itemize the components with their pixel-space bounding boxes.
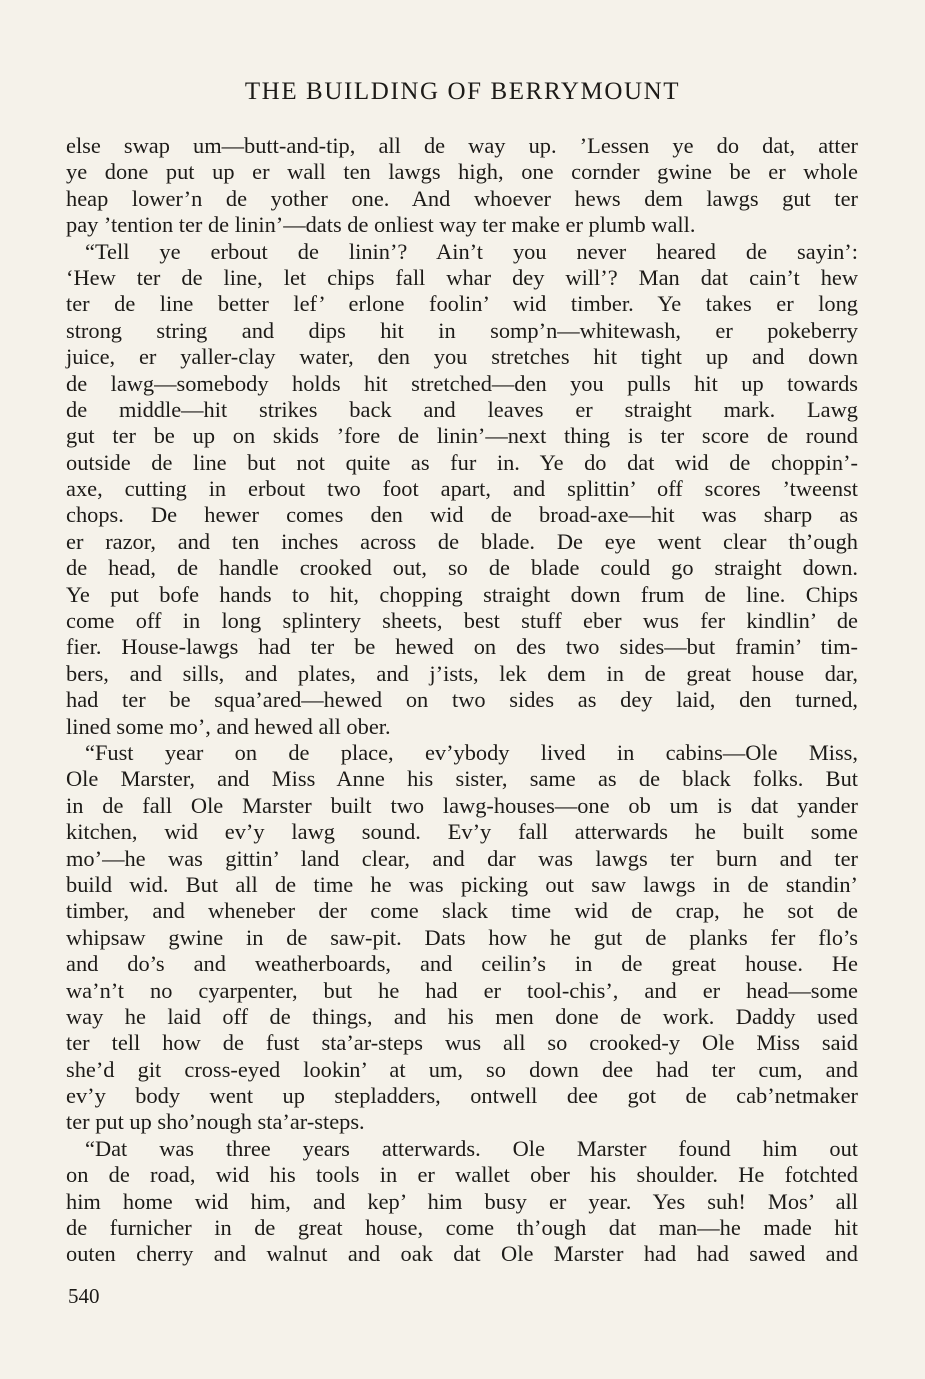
text-line: er razor, and ten inches across de blade. De eye went clear th’ough	[66, 528, 858, 554]
text-line: come off in long splintery sheets, best stuff eber wus fer kindlin’ de	[66, 608, 858, 634]
text-line: de head, de handle crooked out, so de blade could go straight down.	[66, 555, 858, 581]
text-line: lined some mo’, and hewed all ober.	[66, 713, 391, 739]
text-line: ev’y body went up stepladders, ontwell dee got de cab’netmaker	[66, 1083, 858, 1109]
running-head: THE BUILDING OF BERRYMOUNT	[244, 78, 681, 105]
text-line: ye done put up er wall ten lawgs high, one cornder gwine be er whole	[66, 159, 858, 185]
text-line: axe, cutting in erbout two foot apart, and splittin’ off scores ’tweenst	[66, 476, 858, 502]
text-line: and do’s and weatherboards, and ceilin’s in de great house. He	[66, 951, 858, 977]
text-line: “Fust year on de place, ev’ybody lived in cabins—Ole Miss,	[85, 739, 858, 765]
text-line: de lawg—somebody holds hit stretched—den you pulls hit up towards	[66, 370, 858, 396]
text-line: kitchen, wid ev’y lawg sound. Ev’y fall atterwards he built some	[66, 819, 858, 845]
text-line: heap lower’n de yother one. And whoever hews dem lawgs gut ter	[66, 185, 858, 211]
text-line: ter tell how de fust sta’ar-steps wus all so crooked-y Ole Miss said	[66, 1030, 858, 1056]
text-line: wa’n’t no cyarpenter, but he had er tool-chis’, and er head—some	[66, 977, 858, 1003]
text-line: ter put up sho’nough sta’ar-steps.	[66, 1109, 365, 1135]
text-line: on de road, wid his tools in er wallet ober his shoulder. He fotchted	[66, 1162, 858, 1188]
text-line: pay ’tention ter de linin’—dats de onliest way ter make er plumb wall.	[66, 212, 696, 238]
text-line: Ye put bofe hands to hit, chopping straight down frum de line. Chips	[66, 581, 858, 607]
page-number: 540	[68, 1284, 100, 1308]
text-line: “Dat was three years atterwards. Ole Marster found him out	[85, 1135, 858, 1161]
text-line: way he laid off de things, and his men done de work. Daddy used	[66, 1003, 858, 1029]
text-line: ‘Hew ter de line, let chips fall whar dey will’? Man dat cain’t hew	[66, 264, 858, 290]
text-line: de furnicher in de great house, come th’ough dat man—he made hit	[66, 1215, 858, 1241]
text-line: fier. House-lawgs had ter be hewed on des two sides—but framin’ tim-	[66, 634, 858, 660]
text-line: “Tell ye erbout de linin’? Ain’t you never heared de sayin’:	[85, 238, 858, 264]
text-line: Ole Marster, and Miss Anne his sister, same as de black folks. But	[66, 766, 858, 792]
text-line: timber, and wheneber der come slack time wid de crap, he sot de	[66, 898, 858, 924]
text-line: had ter be squa’ared—hewed on two sides as dey laid, den turned,	[66, 687, 858, 713]
text-line: bers, and sills, and plates, and j’ists, lek dem in de great house dar,	[66, 660, 858, 686]
text-line: she’d git cross-eyed lookin’ at um, so down dee had ter cum, and	[66, 1056, 858, 1082]
text-line: else swap um—butt-and-tip, all de way up. ’Lessen ye do dat, atter	[66, 133, 858, 158]
text-line: strong string and dips hit in somp’n—whitewash, er pokeberry	[66, 317, 858, 343]
text-line: outside de line but not quite as fur in. Ye do dat wid de choppin’-	[66, 449, 858, 475]
text-line: him home wid him, and kep’ him busy er year. Yes suh! Mos’ all	[66, 1188, 858, 1214]
text-line: juice, er yaller-clay water, den you stretches hit tight up and down	[66, 344, 858, 370]
body-text	[66, 133, 858, 1268]
text-line: ter de line better lef’ erlone foolin’ wid timber. Ye takes er long	[66, 291, 858, 317]
text-line: de middle—hit strikes back and leaves er straight mark. Lawg	[66, 396, 858, 422]
text-line: whipsaw gwine in de saw-pit. Dats how he gut de planks fer flo’s	[66, 924, 858, 950]
text-line: in de fall Ole Marster built two lawg-houses—one ob um is dat yander	[66, 792, 858, 818]
text-line: chops. De hewer comes den wid de broad-axe—hit was sharp as	[66, 502, 858, 528]
text-line: outen cherry and walnut and oak dat Ole Marster had had sawed and	[66, 1241, 858, 1267]
text-line: gut ter be up on skids ’fore de linin’—next thing is ter score de round	[66, 423, 858, 449]
text-line: build wid. But all de time he was picking out saw lawgs in de standin’	[66, 871, 858, 897]
text-line: mo’—he was gittin’ land clear, and dar was lawgs ter burn and ter	[66, 845, 858, 871]
